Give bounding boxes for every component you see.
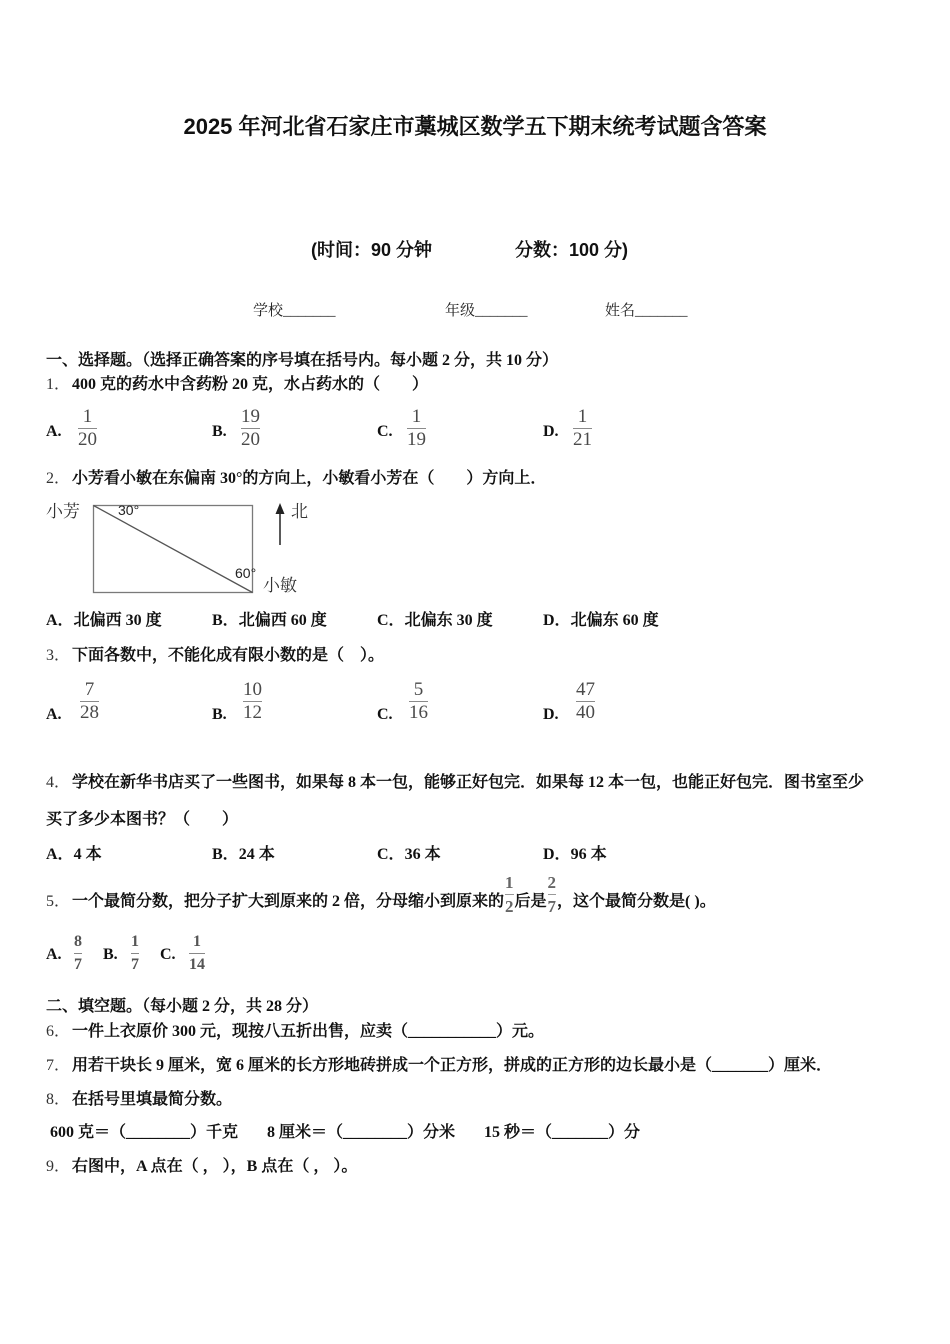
school-field (253, 301, 336, 321)
question-3-text: 下面各数中，不能化成有限小数的是（ ）。 (72, 647, 385, 664)
question-9-text: 右图中，A 点在（ ， ），B 点在（ ， ）。 (72, 1158, 358, 1175)
section-2-heading: 二、填空题。（每小题 2 分，共 28 分） (46, 998, 319, 1015)
q3-option-c-letter: C. (377, 706, 393, 723)
q3-option-a-fraction (77, 679, 102, 724)
name-field (605, 301, 688, 321)
fraction-denominator: 12 (243, 702, 262, 723)
q1-option-c-fraction (404, 406, 429, 451)
q1-option-b-letter: B. (212, 423, 227, 440)
q5-option-b-letter: B. (103, 946, 118, 963)
question-7-text: 用若干块长 9 厘米，宽 6 厘米的长方形地砖拼成一个正方形，拼成的正方形的边长最小是（_______）厘米． (72, 1057, 833, 1074)
q5-option-a-letter: A. (46, 946, 62, 963)
option-letter: A． (46, 846, 74, 863)
option-letter: B． (212, 612, 239, 629)
question-3 (46, 646, 384, 666)
fraction-denominator: 20 (78, 429, 97, 450)
q2-option-c (377, 611, 493, 631)
fraction-numerator: 1 (131, 933, 139, 950)
fraction-denominator: 14 (189, 956, 205, 973)
q3-option-a-letter: A. (46, 706, 62, 723)
fraction-numerator: 1 (82, 406, 93, 427)
q1-option-d-fraction (570, 406, 595, 451)
option-text: 24 本 (238, 846, 275, 863)
fraction-bar (74, 953, 82, 954)
fraction-denominator: 19 (407, 429, 426, 450)
q3-option-b-letter: B. (212, 706, 227, 723)
diagram-diagonal (94, 506, 253, 593)
fraction-numerator: 10 (243, 679, 262, 700)
grade-label: 年级 (445, 303, 476, 319)
exam-title: 2025 年河北省石家庄市藁城区数学五下期末统考试题含答案 (183, 114, 767, 139)
grade-field (445, 301, 528, 321)
question-8 (46, 1090, 232, 1110)
school-blank: _______ (283, 303, 336, 319)
label-xiaomin: 小敏 (263, 576, 297, 595)
question-5-text-part2: 后是 (514, 893, 547, 911)
option-letter: D． (543, 612, 571, 629)
question-5-text-part3: ，这个最简分数是( )。 (557, 893, 716, 911)
fraction-numerator: 8 (74, 933, 82, 950)
q3-option-d-letter: D. (543, 706, 559, 723)
fraction-bar (189, 953, 205, 954)
option-text: 36 本 (404, 846, 441, 863)
question-6 (46, 1022, 544, 1042)
q5-option-b-fraction (130, 933, 140, 974)
question-4-number: 4． (46, 774, 71, 791)
question-6-number: 6． (46, 1023, 71, 1040)
question-7 (46, 1056, 832, 1076)
question-2-number: 2． (46, 470, 71, 487)
angle-60-label: 60° (235, 565, 257, 581)
question-8-text: 在括号里填最简分数。 (72, 1091, 233, 1108)
q4-option-a (46, 845, 102, 865)
question-1-number: 1． (46, 376, 71, 393)
question-4-text-line2: 买了多少本图书？（ ） (46, 811, 239, 828)
fraction-denominator: 7 (547, 897, 557, 916)
option-letter: C． (377, 846, 405, 863)
option-text: 北偏西 30 度 (73, 612, 162, 629)
inline-fraction-two-sevenths (548, 873, 557, 916)
question-2-text: 小芳看小敏在东偏南 30°的方向上，小敏看小芳在（ ）方向上． (72, 470, 547, 487)
fraction-denominator: 2 (505, 897, 514, 916)
fraction-numerator: 7 (84, 679, 95, 700)
q3-option-d-fraction (573, 679, 598, 724)
question-4-text-line1: 学校在新华书店买了一些图书，如果每 8 本一包，能够正好包完．如果每 12 本一包，也能正好包完．图书室至少 (72, 774, 865, 791)
fraction-denominator: 16 (409, 702, 428, 723)
fraction-numerator: 19 (241, 406, 260, 427)
q5-option-c-fraction (188, 933, 206, 974)
option-text: 北偏东 60 度 (570, 612, 659, 629)
question-4 (46, 773, 864, 793)
q5-option-c-letter: C. (160, 946, 176, 963)
fraction-numerator: 1 (193, 933, 201, 950)
q3-option-b-fraction (240, 679, 265, 724)
angle-30-label: 30° (118, 502, 140, 518)
question-1 (46, 375, 428, 395)
name-blank: _______ (635, 303, 688, 319)
fraction-denominator: 21 (573, 429, 592, 450)
option-letter: C． (377, 612, 405, 629)
q2-option-b (212, 611, 327, 631)
label-xiaofang: 小芳 (46, 502, 80, 521)
exam-time: (时间：90 分钟 (311, 240, 433, 260)
fraction-denominator: 7 (131, 956, 139, 973)
q4-option-d (543, 845, 607, 865)
question-3-number: 3． (46, 647, 71, 664)
fraction-bar (131, 953, 139, 954)
fraction-numerator: 5 (413, 679, 424, 700)
option-text: 96 本 (570, 846, 607, 863)
fraction-denominator: 28 (80, 702, 99, 723)
q8-item-centimeters: 8 厘米＝（________）分米 (267, 1124, 456, 1141)
q8-item-seconds: 15 秒＝（_______）分 (484, 1124, 641, 1141)
fraction-numerator: 1 (411, 406, 422, 427)
question-1-text: 400 克的药水中含药粉 20 克，水占药水的（ ） (72, 376, 429, 393)
fraction-denominator: 20 (241, 429, 260, 450)
q2-option-d (543, 611, 659, 631)
option-letter: D． (543, 846, 571, 863)
question-7-number: 7． (46, 1057, 71, 1074)
question-6-text: 一件上衣原价 300 元，现按八五折出售，应卖（___________）元。 (72, 1023, 545, 1040)
option-text: 北偏东 30 度 (404, 612, 493, 629)
q2-option-a (46, 611, 162, 631)
question-9 (46, 1157, 357, 1177)
fraction-numerator: 2 (547, 873, 557, 892)
fraction-numerator: 47 (576, 679, 595, 700)
q1-option-c-letter: C. (377, 423, 393, 440)
q8-item-grams: 600 克＝（________）千克 (50, 1124, 239, 1141)
q3-option-c-fraction (406, 679, 431, 724)
option-text: 北偏西 60 度 (238, 612, 327, 629)
school-label: 学校 (253, 303, 284, 319)
q1-option-a-fraction (75, 406, 100, 451)
north-arrow-icon (276, 503, 285, 514)
label-north: 北 (291, 502, 308, 521)
question-5 (46, 873, 716, 924)
fraction-numerator: 1 (505, 873, 514, 892)
section-1-heading: 一、选择题。（选择正确答案的序号填在括号内。每小题 2 分，共 10 分） (46, 352, 559, 369)
option-letter: A． (46, 612, 74, 629)
fraction-denominator: 7 (74, 956, 82, 973)
q1-option-d-letter: D. (543, 423, 559, 440)
q4-option-c (377, 845, 441, 865)
grade-blank: _______ (475, 303, 528, 319)
fraction-denominator: 40 (576, 702, 595, 723)
name-label: 姓名 (605, 303, 636, 319)
inline-fraction-half (505, 873, 514, 916)
q5-option-a-fraction (73, 933, 83, 974)
q1-option-a-letter: A. (46, 423, 62, 440)
option-letter: B． (212, 846, 239, 863)
q4-option-b (212, 845, 275, 865)
question-9-number: 9． (46, 1158, 71, 1175)
option-text: 4 本 (73, 846, 102, 863)
exam-score: 分数：100 分) (515, 240, 629, 260)
fraction-bar (505, 894, 514, 895)
fraction-bar (548, 894, 557, 895)
question-8-number: 8． (46, 1091, 71, 1108)
question-5-text-part1: 一个最简分数，把分子扩大到原来的 2 倍，分母缩小到原来的 (72, 893, 505, 911)
q1-option-b-fraction (238, 406, 263, 451)
question-5-number: 5． (46, 893, 71, 911)
question-2 (46, 469, 546, 489)
fraction-numerator: 1 (577, 406, 588, 427)
direction-diagram (40, 495, 320, 605)
